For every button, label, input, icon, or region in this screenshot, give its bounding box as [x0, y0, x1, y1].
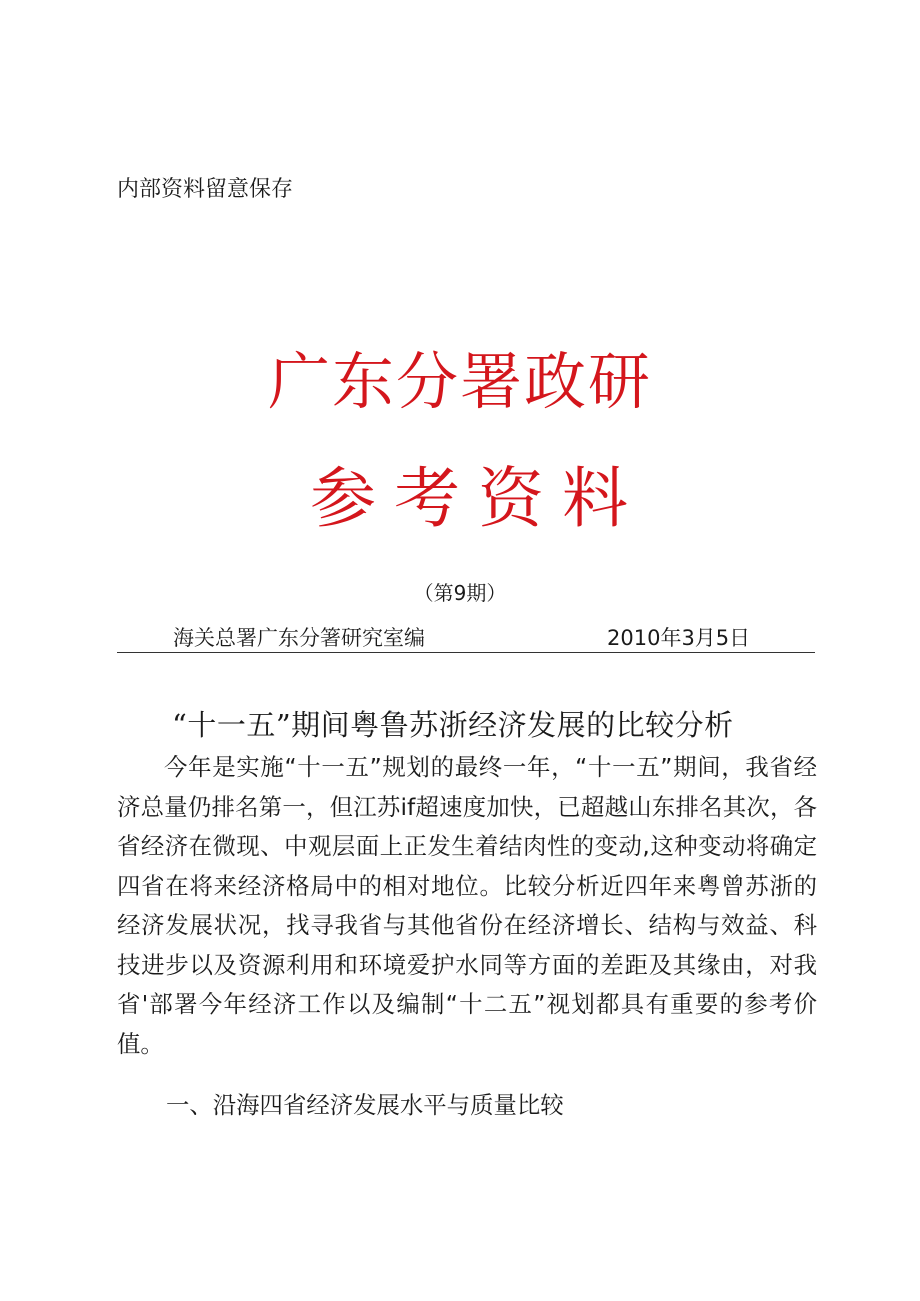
masthead-title-line2: 参考资料 — [310, 460, 646, 537]
intro-paragraph: 今年是实施“十一五”规划的最终一年，“十一五”期间，我省经济总量仍排名第一，但江苏if超速度加快，已超越山东排名其次，各省经济在微现、中观层面上正发生着结肉性的变动,这种变动将确定四省在将来经济格局中的相对地位。比较分析近四年来粤曾苏浙的经济发展状况，找寻我省与其他省份在经济增长、结构与效益、科技进步以及资源利用和环境爱护水同等方面的差距及其缘由，对我省'部署今年经济工作以及编制“十二五”视划都具有重要的参考价值。 — [117, 753, 817, 1058]
header-divider — [117, 652, 815, 653]
section-heading: 一、沿海四省经济发展水平与质量比较 — [166, 1091, 564, 1119]
publication-date: 2010年3月5日 — [607, 626, 751, 650]
masthead-title-line1: 广东分署政研 — [267, 345, 652, 418]
editor-line: 海关总署广东分箸研究室编 — [173, 626, 425, 650]
issue-number: （第9期） — [413, 581, 507, 605]
article-title: “十一五”期间粤鲁苏浙经济发展的比较分析 — [172, 708, 734, 742]
confidential-note: 内部资料留意保存 — [117, 177, 294, 202]
